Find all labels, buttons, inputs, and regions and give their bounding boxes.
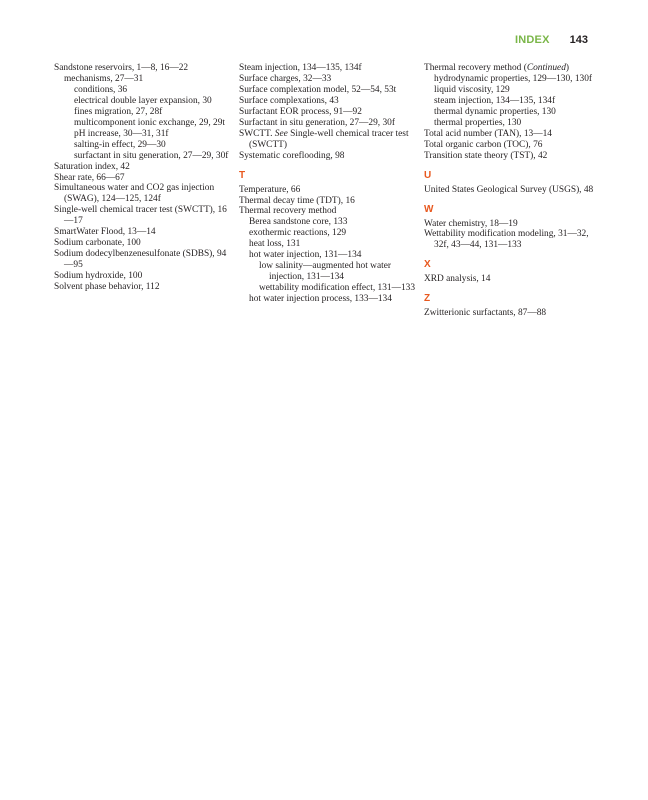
index-entry: Systematic coreflooding, 98 xyxy=(239,150,345,161)
letter-heading: T xyxy=(239,169,246,181)
index-entry: Simultaneous water and CO2 gas injection (SWAG), 124—125, 124f xyxy=(54,183,215,205)
index-entry: Solvent phase behavior, 112 xyxy=(54,282,160,293)
index-entry: Water chemistry, 18—19 xyxy=(424,218,518,229)
index-entry: United States Geological Survey (USGS), 48 xyxy=(424,184,594,195)
index-entry: Steam injection, 134—135, 134f xyxy=(239,63,362,73)
index-entry: Thermal recovery method (Continued) xyxy=(424,63,570,73)
index-subentry: hydrodynamic properties, 129—130, 130f xyxy=(434,73,593,84)
running-header xyxy=(515,34,588,46)
index-entry: Total organic carbon (TOC), 76 xyxy=(424,139,543,150)
index-subentry: surfactant in situ generation, 27—29, 30f xyxy=(74,150,229,161)
index-subentry: liquid viscosity, 129 xyxy=(434,84,510,95)
index-entry: Saturation index, 42 xyxy=(54,161,130,172)
index-entry: Single-well chemical tracer test (SWCTT), 16—17 xyxy=(54,205,227,227)
index-entry: Sodium dodecylbenzenesulfonate (SDBS), 94—95 xyxy=(54,249,227,271)
index-entry: Surface complexations, 43 xyxy=(239,95,339,106)
index-entry: Temperature, 66 xyxy=(239,184,301,195)
index-entry: Surfactant EOR process, 91—92 xyxy=(239,106,362,117)
index-entry: Sodium hydroxide, 100 xyxy=(54,271,143,282)
index-entry: XRD analysis, 14 xyxy=(424,274,491,285)
index-entry: Sodium carbonate, 100 xyxy=(54,238,141,249)
index-entry: Thermal recovery method xyxy=(239,206,337,217)
index-subentry: salting-in effect, 29—30 xyxy=(74,139,166,150)
index-entry: SWCTT. See Single-well chemical tracer test (SWCTT) xyxy=(239,128,409,150)
index-subentry: conditions, 36 xyxy=(74,84,128,95)
index-subentry: low salinity—augmented hot water injection, 131—134 xyxy=(259,261,392,283)
index-subentry: electrical double layer expansion, 30 xyxy=(74,95,212,106)
letter-heading: W xyxy=(424,203,434,215)
index-subentry: hot water injection process, 133—134 xyxy=(249,294,392,305)
index-entry: Thermal decay time (TDT), 16 xyxy=(239,195,355,206)
index-entry: Wettability modification modeling, 31—32, 32f, 43—44, 131—133 xyxy=(424,229,589,251)
index-subentry: steam injection, 134—135, 134f xyxy=(434,95,556,106)
index-subentry: hot water injection, 131—134 xyxy=(249,250,362,261)
index-entry: Zwitterionic surfactants, 87—88 xyxy=(424,308,547,319)
index-subentry: exothermic reactions, 129 xyxy=(249,228,347,239)
letter-heading: U xyxy=(424,169,432,181)
index-entry: Surface complexation model, 52—54, 53t xyxy=(239,84,397,95)
letter-heading: X xyxy=(424,259,431,271)
section-title: INDEX xyxy=(515,34,550,46)
index-subentry: fines migration, 27, 28f xyxy=(74,106,163,117)
index-column-2 xyxy=(239,63,417,305)
index-subentry: wettability modification effect, 131—133 xyxy=(259,283,416,294)
letter-heading: Z xyxy=(424,293,431,305)
index-entry: Sandstone reservoirs, 1—8, 16—22 xyxy=(54,63,189,73)
index-entry: SmartWater Flood, 13—14 xyxy=(54,227,156,238)
index-entry: Surface charges, 32—33 xyxy=(239,73,332,84)
index-subentry: multicomponent ionic exchange, 29, 29t xyxy=(74,117,226,128)
index-subentry: Berea sandstone core, 133 xyxy=(249,217,348,228)
index-column-1 xyxy=(54,63,232,293)
index-entry: Surfactant in situ generation, 27—29, 30f xyxy=(239,117,395,128)
page-number: 143 xyxy=(569,34,588,46)
index-subentry: thermal properties, 130 xyxy=(434,117,522,128)
index-entry: Shear rate, 66—67 xyxy=(54,172,125,183)
index-subentry: thermal dynamic properties, 130 xyxy=(434,106,556,117)
index-subentry: pH increase, 30—31, 31f xyxy=(74,128,169,139)
index-subentry: mechanisms, 27—31 xyxy=(64,73,144,84)
index-subentry: heat loss, 131 xyxy=(249,239,301,250)
index-entry: Transition state theory (TST), 42 xyxy=(424,150,548,161)
index-column-3 xyxy=(424,63,604,319)
index-entry: Total acid number (TAN), 13—14 xyxy=(424,128,552,139)
